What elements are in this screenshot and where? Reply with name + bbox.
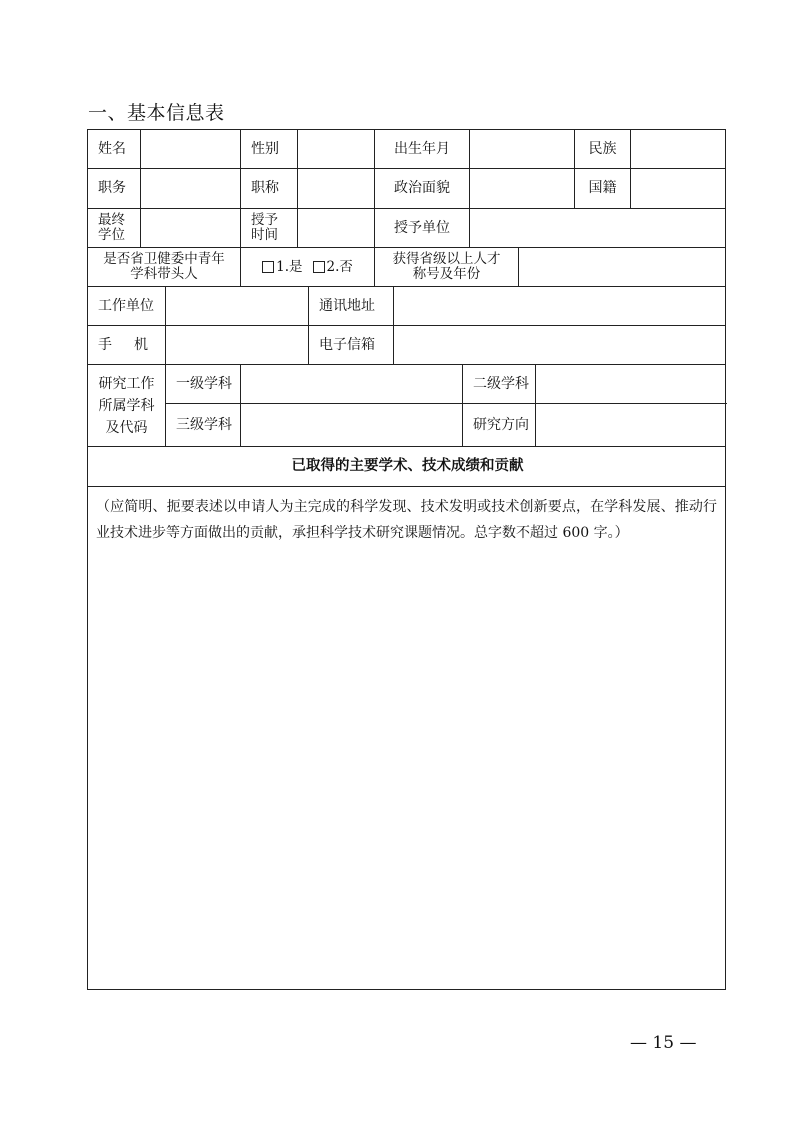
label-degree: [88, 209, 141, 247]
label-talent-title: [375, 248, 519, 286]
label-granted-time: [241, 209, 298, 247]
field-level1[interactable]: [241, 365, 463, 403]
label-granted-line1: 授予: [251, 212, 278, 228]
row-discipline: [88, 365, 725, 447]
row-contact: [88, 326, 725, 365]
checkbox-no[interactable]: [313, 261, 325, 273]
label-name: 姓名: [88, 130, 141, 168]
achievements-instructions: （应简明、扼要表述以申请人为主完成的科学发现、技术发明或技术创新要点，在学科发展、推动行业技术进步等方面做出的贡献，承担科学技术研究课题情况。总字数不超过 600 字。）: [96, 499, 717, 541]
leader-options: [241, 248, 375, 286]
field-political[interactable]: [470, 169, 575, 208]
row-leader: [88, 248, 725, 287]
label-discipline-line2: 所属学科: [98, 397, 155, 414]
field-address[interactable]: [394, 287, 727, 325]
label-position: 职务: [88, 169, 141, 208]
label-talent-line2: 称号及年份: [412, 266, 481, 282]
row-work: [88, 287, 725, 326]
row-job: [88, 169, 725, 209]
label-degree-line2: 学位: [98, 227, 125, 243]
checkbox-yes[interactable]: [262, 261, 274, 273]
label-leader-line1: 是否省卫健委中青年: [103, 251, 225, 267]
label-direction: 研究方向: [463, 404, 536, 447]
achievements-title: 已取得的主要学术、技术成绩和贡献: [291, 458, 524, 474]
field-title[interactable]: [298, 169, 375, 208]
label-leader: [88, 248, 241, 286]
label-nationality: 国籍: [575, 169, 631, 208]
label-work-unit: 工作单位: [88, 287, 166, 325]
row-degree: [88, 209, 725, 248]
label-gender: 性别: [241, 130, 298, 168]
label-discipline-line3: 及代码: [105, 419, 148, 436]
section-heading: 一、基本信息表: [88, 102, 225, 124]
row-achievements-title: [88, 447, 725, 487]
discipline-subrow-2: [166, 404, 727, 447]
option-yes-label: 1.是: [276, 258, 303, 275]
label-discipline-line1: 研究工作: [98, 375, 155, 392]
label-granting-unit: 授予单位: [375, 209, 470, 247]
field-nationality[interactable]: [631, 169, 727, 208]
label-mobile: 手 机: [88, 326, 166, 364]
basic-info-form: [87, 129, 726, 990]
label-leader-line2: 学科带头人: [130, 266, 198, 282]
achievements-textarea[interactable]: [88, 550, 727, 990]
field-email[interactable]: [394, 326, 727, 364]
field-mobile[interactable]: [166, 326, 309, 364]
discipline-subrow-1: [166, 365, 727, 404]
field-level3[interactable]: [241, 404, 463, 447]
field-granting-unit[interactable]: [470, 209, 727, 247]
label-talent-line1: 获得省级以上人才: [392, 251, 501, 267]
label-address: 通讯地址: [309, 287, 394, 325]
page-number: — 15 —: [630, 1033, 697, 1053]
label-granted-line2: 时间: [251, 227, 278, 243]
label-ethnicity: 民族: [575, 130, 631, 168]
field-position[interactable]: [141, 169, 241, 208]
field-gender[interactable]: [298, 130, 375, 168]
label-birth: 出生年月: [375, 130, 470, 168]
field-granted-time[interactable]: [298, 209, 375, 247]
field-birth[interactable]: [470, 130, 575, 168]
label-political: 政治面貌: [375, 169, 470, 208]
field-degree[interactable]: [141, 209, 241, 247]
field-direction[interactable]: [536, 404, 727, 447]
label-level2: 二级学科: [463, 365, 536, 403]
label-discipline: [88, 365, 166, 446]
label-level1: 一级学科: [166, 365, 241, 403]
field-ethnicity[interactable]: [631, 130, 727, 168]
row-personal: [88, 130, 725, 169]
option-no-label: 2.否: [326, 258, 353, 275]
label-title: 职称: [241, 169, 298, 208]
field-name[interactable]: [141, 130, 241, 168]
field-talent-title[interactable]: [519, 248, 727, 286]
field-work-unit[interactable]: [166, 287, 309, 325]
label-degree-line1: 最终: [98, 212, 125, 228]
field-level2[interactable]: [536, 365, 727, 403]
label-email: 电子信箱: [309, 326, 394, 364]
label-level3: 三级学科: [166, 404, 241, 447]
